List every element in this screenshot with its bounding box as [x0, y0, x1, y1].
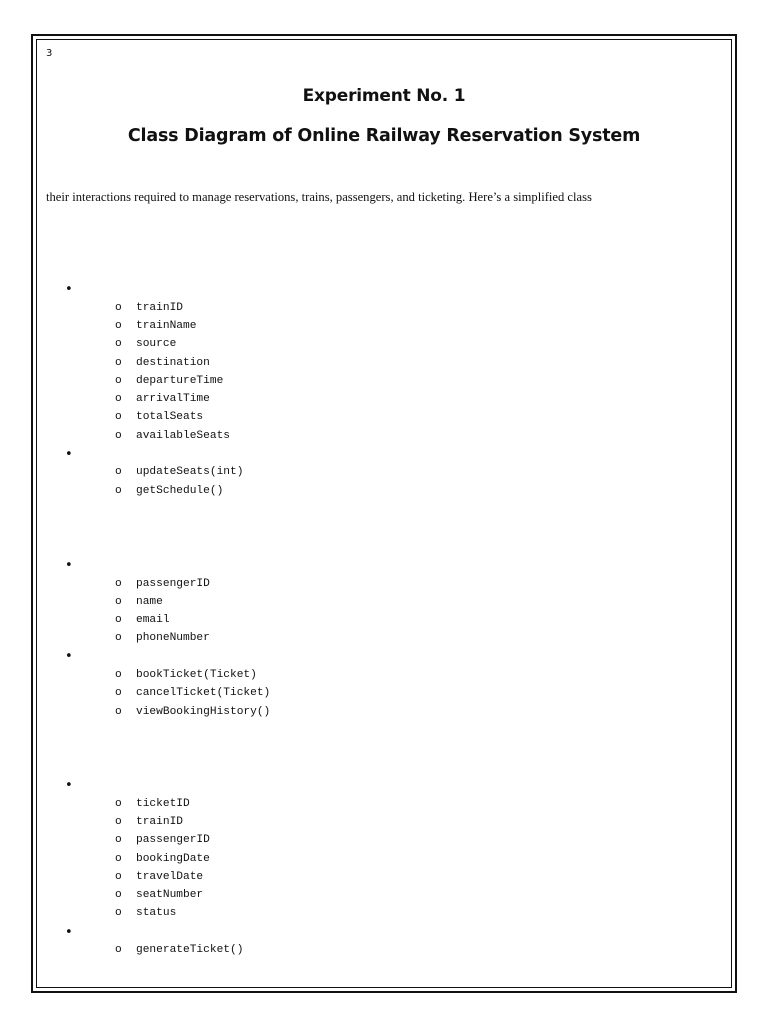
experiment-title: Experiment No. 1 — [302, 86, 466, 106]
bullet-passenger-methods: • — [65, 649, 73, 664]
ticket-attribute: o passengerID — [115, 834, 210, 846]
train-method: o getSchedule() — [115, 485, 224, 497]
bullet-train-attributes: • — [65, 282, 73, 297]
ticket-attribute: o travelDate — [115, 871, 204, 883]
intro-paragraph: their interactions required to manage reservations, trains, passengers, and ticketing. Here’s a simplified class — [46, 190, 592, 204]
passenger-method: o bookTicket(Ticket) — [115, 669, 257, 681]
page-number: 3 — [46, 48, 53, 59]
ticket-attribute: o status — [115, 907, 177, 919]
ticket-attribute: o ticketID — [115, 798, 190, 810]
train-attribute: o arrivalTime — [115, 393, 210, 405]
passenger-method: o cancelTicket(Ticket) — [115, 687, 271, 699]
train-attribute: o totalSeats — [115, 411, 204, 423]
train-attribute: o destination — [115, 357, 210, 369]
ticket-method: o generateTicket() — [115, 944, 244, 956]
train-attribute: o trainID — [115, 302, 183, 314]
train-attribute: o availableSeats — [115, 430, 230, 442]
ticket-attribute: o trainID — [115, 816, 183, 828]
bullet-passenger-attributes: • — [65, 558, 73, 573]
train-attribute: o departureTime — [115, 375, 224, 387]
passenger-attribute: o email — [115, 614, 170, 626]
document-subtitle: Class Diagram of Online Railway Reservation System — [127, 126, 641, 146]
passenger-attribute: o phoneNumber — [115, 632, 210, 644]
ticket-attribute: o bookingDate — [115, 853, 210, 865]
passenger-attribute: o name — [115, 596, 163, 608]
bullet-train-methods: • — [65, 447, 73, 462]
bullet-ticket-methods: • — [65, 925, 73, 940]
passenger-method: o viewBookingHistory() — [115, 706, 271, 718]
passenger-attribute: o passengerID — [115, 578, 210, 590]
ticket-attribute: o seatNumber — [115, 889, 204, 901]
train-attribute: o source — [115, 338, 177, 350]
train-method: o updateSeats(int) — [115, 466, 244, 478]
train-attribute: o trainName — [115, 320, 197, 332]
bullet-ticket-attributes: • — [65, 778, 73, 793]
